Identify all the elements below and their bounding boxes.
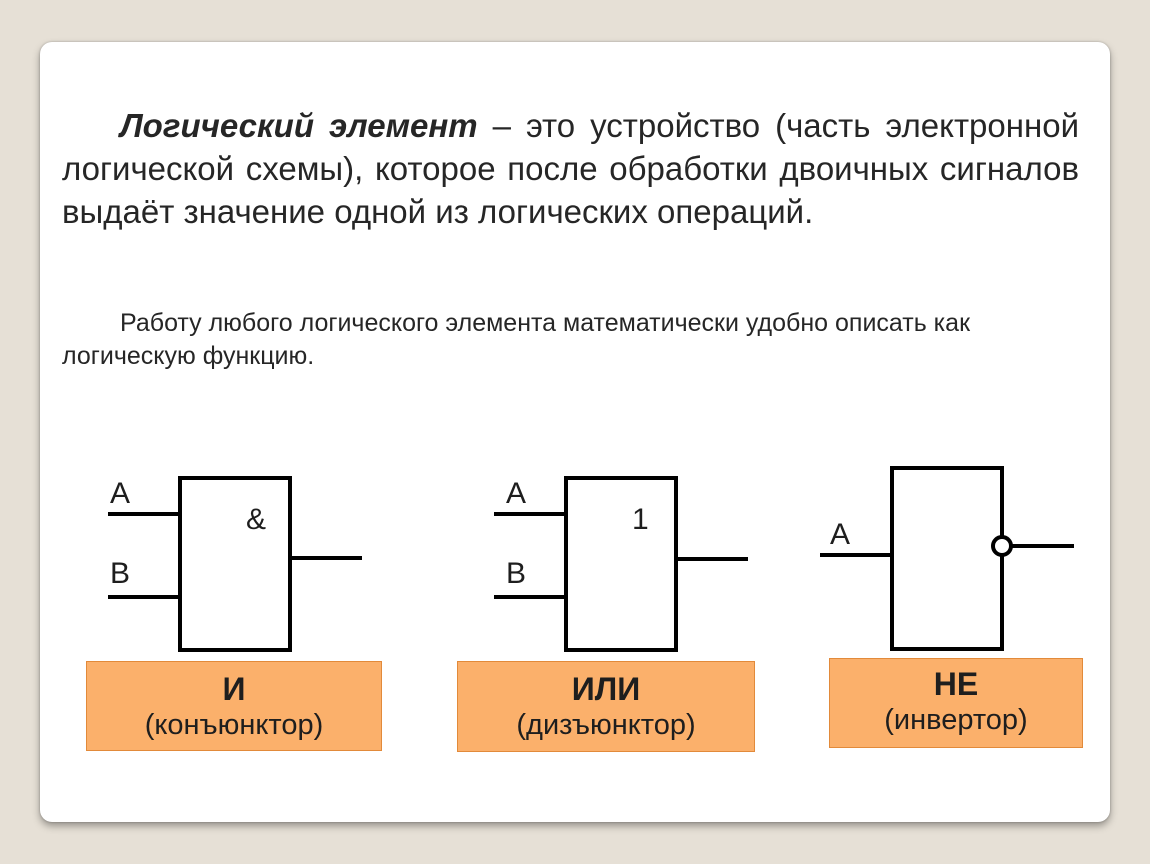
and-gate-body [180,478,290,650]
not-input-a-label: A [830,518,851,551]
and-input-b-label: B [110,557,131,590]
or-name: ИЛИ [571,671,641,707]
not-inversion-bubble [993,537,1011,555]
note-text: Работу любого логического элемента математически удобно описать как логическую функцию. [62,309,971,370]
not-label-box [829,658,1083,748]
not-gate [820,468,1074,649]
or-label-box [457,661,755,752]
or-desc: (дизъюнктор) [516,709,696,741]
and-gate [108,478,362,650]
and-desc: (конъюнктор) [144,709,324,741]
or-gate [494,478,748,650]
and-symbol: & [246,503,267,536]
and-label-box [86,661,382,751]
not-name: НЕ [933,666,979,702]
and-name: И [222,671,246,707]
not-gate-body [892,468,1002,649]
or-symbol: 1 [632,503,649,536]
definition-text: – это устройство (часть электронной логической схемы), которое после обработки двоичных сигналов выдаёт значение одной из логических операций. [62,107,1079,230]
not-desc: (инвертор) [884,704,1028,736]
or-input-b-label: B [506,557,527,590]
or-input-a-label: A [506,477,527,510]
or-gate-body [566,478,676,650]
definition-term: Логический элемент [120,107,478,144]
and-input-a-label: A [110,477,131,510]
